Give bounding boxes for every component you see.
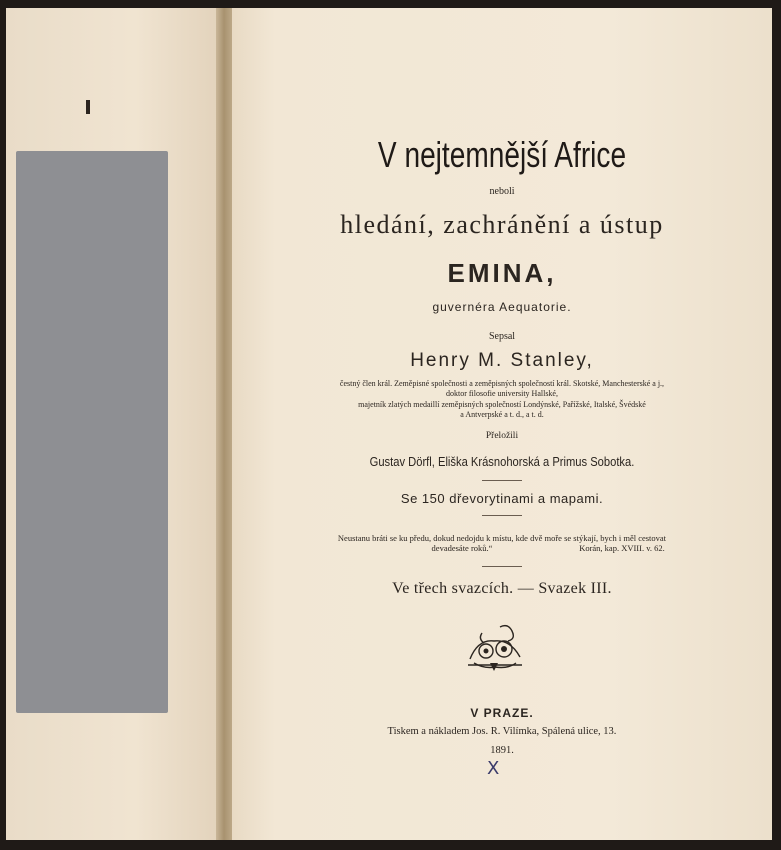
author-name: Henry M. Stanley, (410, 350, 594, 371)
translated-by-label: Přeložili (485, 431, 519, 441)
publication-city: V PRAZE. (470, 706, 534, 720)
written-by-label: Sepsal (488, 331, 516, 342)
subject-name: EMINA, (447, 258, 557, 288)
translators: Gustav Dörfl, Eliška Krásnohorská a Primus Sobotka. (369, 454, 635, 469)
epigraph-source: Korán, kap. XVIII. v. 62. (579, 543, 665, 553)
publication-year: 1891. (490, 745, 514, 756)
epigraph-line: devadesáte roků.“ (431, 543, 493, 553)
publisher-emblem (464, 619, 526, 675)
author-credential-line: doktor filosofie university Hallské, (446, 389, 558, 398)
left-page (6, 8, 222, 840)
illustrations-note: Se 150 dřevorytinami a mapami. (400, 491, 604, 506)
book-title: V nejtemnější Africe (377, 134, 627, 175)
divider (482, 515, 522, 516)
divider (482, 566, 522, 567)
book-subtitle: hledání, zachránění a ústup (340, 210, 664, 239)
printer-info: Tiskem a nákladem Jos. R. Vilímka, Spálená ulice, 13. (387, 726, 617, 737)
ink-mark (86, 100, 90, 114)
volume-info: Ve třech svazcích. — Svazek III. (392, 580, 612, 597)
pencil-mark: X (487, 758, 500, 779)
author-credential-line: čestný člen král. Zeměpisné společnosti a zeměpisných společností král. Skotské, Manchesterské a j., (339, 379, 665, 388)
author-credential-line: majetník zlatých medaillí zeměpisných společností Londýnské, Pařížské, Italské, Švédské (358, 400, 646, 409)
conjunction: neboli (489, 186, 515, 197)
epigraph-line: Neustanu bráti se ku předu, dokud nedojdu k místu, kde dvě moře se stýkají, bych i měl cestovat (337, 533, 667, 543)
title-page-content (232, 0, 772, 850)
gray-paper-patch (16, 151, 168, 713)
divider (482, 480, 522, 481)
subject-role: guvernéra Aequatorie. (432, 300, 572, 314)
author-credential-line: a Antverpské a t. d., a t. d. (460, 410, 544, 419)
